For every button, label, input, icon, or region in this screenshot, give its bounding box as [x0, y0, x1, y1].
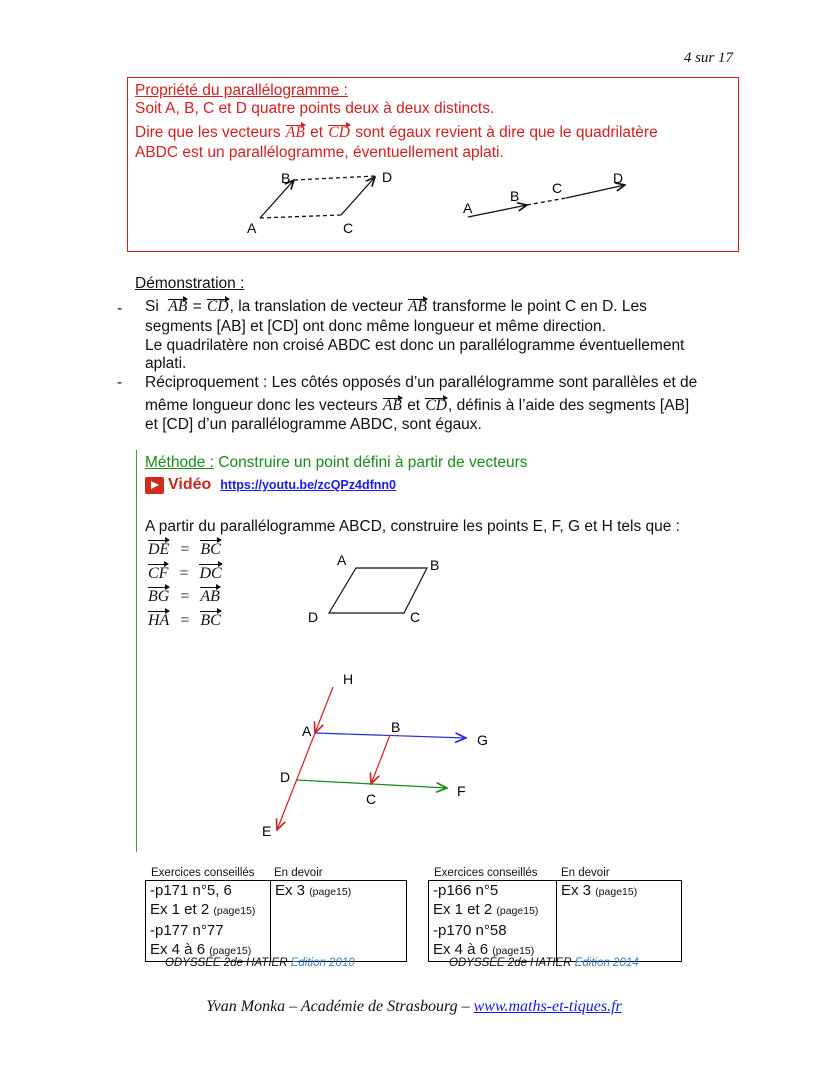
- equation-row: CF = DC: [147, 562, 223, 586]
- parallelogram-figure: [247, 169, 392, 236]
- construction-figure: [262, 671, 488, 839]
- exercises-left-table: [145, 880, 407, 962]
- devoir-item: Ex 3 (page15): [275, 882, 352, 899]
- exercise-item: Ex 1 et 2 (page15): [150, 901, 256, 918]
- demo-b1-line2: segments [AB] et [CD] ont donc même longueur et même direction.: [145, 318, 606, 335]
- exercise-item: -p171 n°5, 6: [150, 882, 232, 899]
- demo-b2-line1: Réciproquement : Les côtés opposés d’un parallélogramme sont parallèles et de: [145, 374, 698, 391]
- footer-website-link[interactable]: www.maths-et-tiques.fr: [473, 998, 622, 1015]
- parallelogram-abcd: [308, 552, 439, 625]
- fig2-label-a: A: [463, 200, 473, 216]
- video-label: Vidéo: [168, 476, 212, 493]
- para-label-c: C: [410, 609, 421, 625]
- fig2-label-b: B: [510, 188, 520, 204]
- demo-b1-line4: aplati.: [145, 355, 187, 372]
- cons-label-g: G: [477, 732, 488, 748]
- fig2-label-c: C: [552, 180, 563, 196]
- cons-label-d: D: [280, 769, 291, 785]
- equation-row: DE = BC: [147, 538, 223, 562]
- vector-ab: AB: [408, 298, 428, 315]
- property-line3: ABDC est un parallélogramme, éventuellement aplati.: [135, 144, 504, 161]
- fig1-label-a: A: [247, 220, 257, 236]
- fig1-label-b: B: [281, 170, 291, 186]
- para-label-d: D: [308, 609, 319, 625]
- video-url-link[interactable]: https://youtu.be/zcQPz4dfnn0: [220, 478, 396, 492]
- property-title: Propriété du parallélogramme :: [135, 82, 348, 99]
- exercise-item: -p170 n°58: [433, 922, 507, 939]
- method-figures: [0, 540, 828, 850]
- exercise-item: -p177 n°77: [150, 922, 224, 939]
- exercises-right-caption: ODYSSÉE 2de HATIER Edition 2014: [449, 957, 639, 969]
- vector-ab: AB: [168, 298, 188, 315]
- cons-label-h: H: [343, 671, 354, 687]
- exercise-item: Ex 4 à 6 (page15): [433, 941, 535, 958]
- vector-ab: AB: [382, 397, 402, 414]
- cons-label-a: A: [302, 723, 312, 739]
- bullet-dash-1: -: [117, 300, 123, 317]
- fig2-label-d: D: [613, 170, 624, 186]
- video-link-row[interactable]: [145, 476, 396, 494]
- exercises-left-caption: ODYSSÉE 2de HATIER Edition 2010: [165, 957, 355, 969]
- cons-label-c: C: [366, 791, 377, 807]
- devoir-item: Ex 3 (page15): [561, 882, 638, 899]
- para-label-a: A: [337, 552, 347, 568]
- method-title: Méthode : Construire un point défini à partir de vecteurs: [145, 454, 528, 471]
- exercises-right-table: [428, 880, 682, 962]
- property-line1: Soit A, B, C et D quatre points deux à deux distincts.: [135, 100, 495, 117]
- cons-label-b: B: [391, 719, 401, 735]
- video-play-icon[interactable]: [145, 477, 164, 494]
- fig1-label-c: C: [343, 220, 354, 236]
- equation-row: BG = AB: [147, 585, 223, 609]
- exercise-item: -p166 n°5: [433, 882, 499, 899]
- vector-cd: CD: [207, 298, 229, 315]
- equation-row: HA = BC: [147, 609, 223, 633]
- vector-cd: CD: [425, 397, 447, 414]
- exercise-item: Ex 1 et 2 (page15): [433, 901, 539, 918]
- para-label-b: B: [430, 557, 440, 573]
- bullet-dash-2: -: [117, 374, 123, 391]
- vector-ab: AB: [285, 124, 305, 141]
- property-line2: Dire que les vecteurs AB et CD sont égaux revient à dire que le quadrilatère: [135, 124, 658, 141]
- demo-b2-line3: et [CD] d’un parallélogramme ABDC, sont égaux.: [145, 416, 482, 433]
- vector-cd: CD: [328, 124, 350, 141]
- property-figures: [0, 0, 828, 260]
- exercise-item: Ex 4 à 6 (page15): [150, 941, 252, 958]
- demo-b1-line1: Si AB = CD, la translation de vecteur AB transforme le point C en D. Les: [145, 298, 647, 315]
- demo-title: Démonstration :: [135, 275, 245, 292]
- footer: Yvan Monka – Académie de Strasbourg – www.maths-et-tiques.fr: [206, 998, 622, 1015]
- method-instruction: A partir du parallélogramme ABCD, construire les points E, F, G et H tels que :: [145, 518, 680, 535]
- page-number: 4 sur 17: [683, 50, 733, 66]
- demo-b1-line3: Le quadrilatère non croisé ABDC est donc un parallélogramme éventuellement: [145, 337, 685, 354]
- demo-b2-line2: même longueur donc les vecteurs AB et CD, définis à l’aide des segments [AB]: [145, 397, 690, 414]
- flat-figure: [463, 170, 625, 217]
- fig1-label-d: D: [382, 169, 393, 185]
- cons-label-e: E: [262, 823, 272, 839]
- cons-label-f: F: [457, 783, 466, 799]
